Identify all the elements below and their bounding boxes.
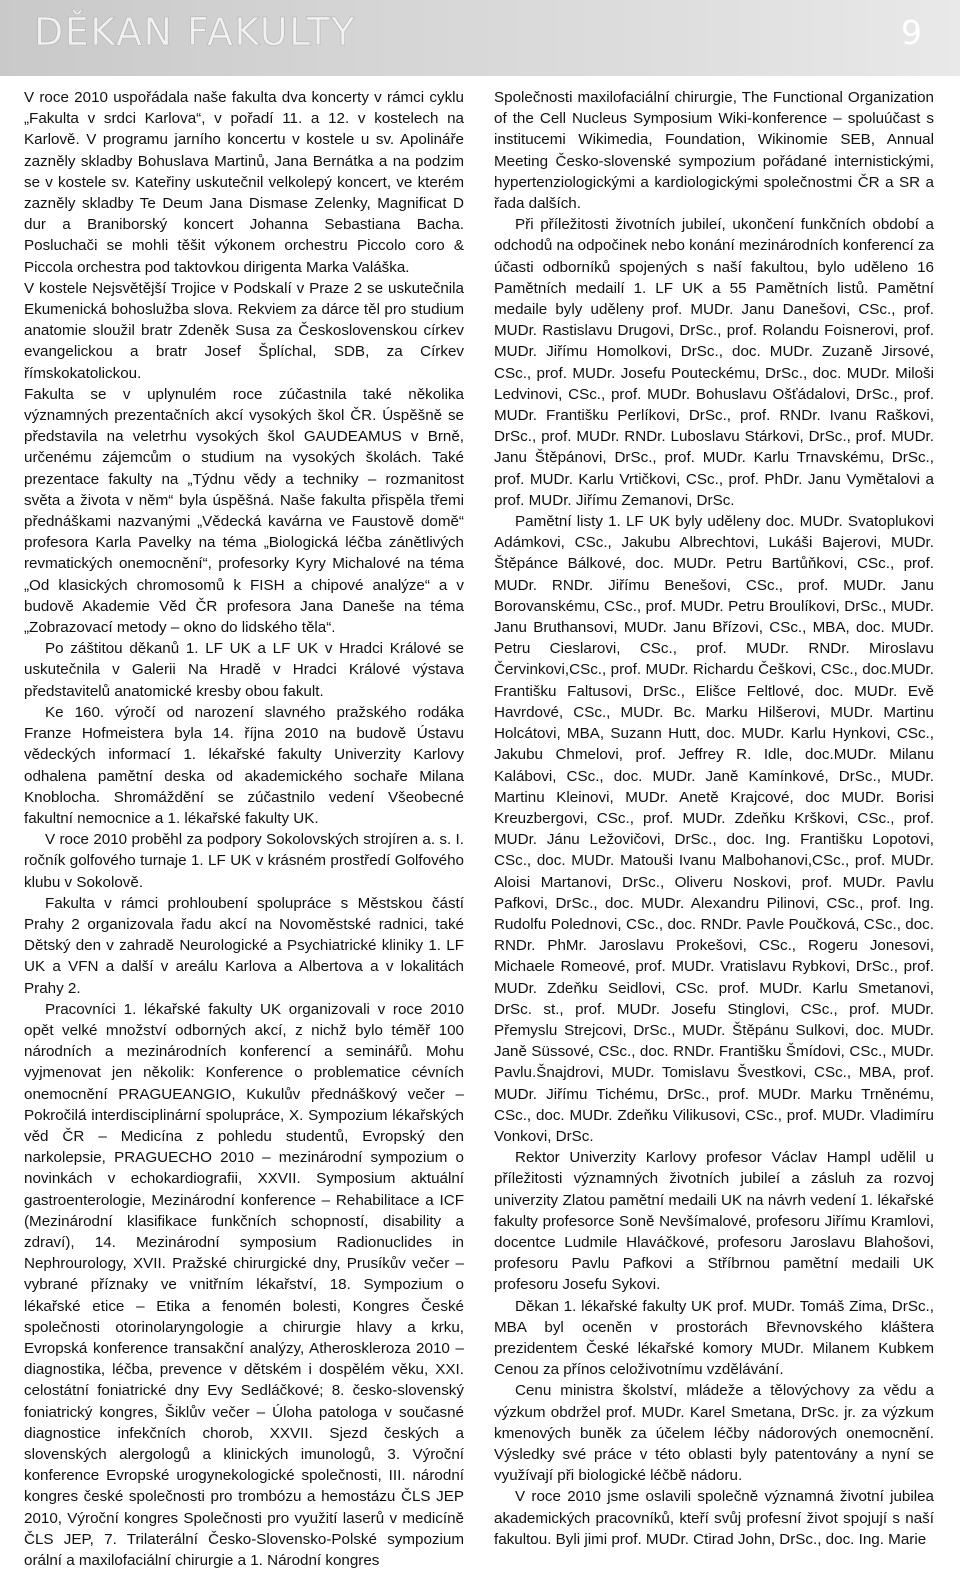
- paragraph: Pracovníci 1. lékařské fakulty UK organizovali v roce 2010 opět velké množství odborných akcí, z nichž bylo téměř 100 národních a mezinárodních konferencí a seminářů. Mohu vyjmenovat jen několik: Konference o problematice cévních onemocnění PRAGUEANGIO, Kukulův přednáškový večer – Pokročilá interdisciplinární spolupráce, X. Sympozium lékařských věd ČR – Medicína z pohledu studentů, Evropský den narkolepsie, PRAGUECHO 2010 – mezinárodní sympozium o novinkách v echokardiografii, XXVII. Symposium aktuální gastroenterologie, Mezinárodní konference – Rehabilitace a ICF (Mezinárodní klasifikace funkčních schopností, disability a zdraví), 14. Mezinárodní symposium Radionuclides in Nephrourology, XVII. Pražské chirurgické dny, Prusíkův večer – vybrané příznaky ve vnitřním lékařství, 18. Sympozium o lékařské etice – Etika a fenomén bolesti, Kongres České společnosti otorinolaryngologie a chirurgie hlavy a krku, Evropská konference transakční analýzy, Atheroskleroza 2010 – diagnostika, léčba, prevence v dětském i dospělém věku, XXI. celostátní foniatrické dny Evy Sedláčkové; 8. česko-slovenský foniatrický kongres, Šiklův večer – Úloha patologa v současné diagnostice infekčních chorob, XXVII. Sjezd českých a slovenských alergologů a klinických imunologů, 3. Výroční konference Evropské urogynekologické společnosti, III. národní kongres české společnosti pro trombózu a hemostázu ČLS JEP 2010, Výroční kongres Společnosti pro využití laserů v medicíně ČLS JEP, 7. Trilaterální Česko-Slovensko-Polské sympozium orální a maxilofaciální chirurgie a 1. Národní kongres: [24, 1000, 464, 1570]
- paragraph: V roce 2010 proběhl za podpory Sokolovských strojíren a. s. I. ročník golfového turnaje 1. LF UK v krásném prostředí Golfového klubu v Sokolově.: [24, 831, 464, 891]
- paragraph: V roce 2010 jsme oslavili společně významná životní jubilea akademických pracovníků, kteří svůj profesní život spojují s naší fakultou. Byli jimi prof. MUDr. Ctirad John, DrSc., doc. Ing. Marie: [494, 1488, 934, 1548]
- header-band: [0, 0, 960, 76]
- paragraph: Pamětní listy 1. LF UK byly uděleny doc. MUDr. Svatoplukovi Adámkovi, CSc., Jakubu Albrechtovi, Lukáši Bajerovi, MUDr. Štěpánce Bálkové, doc. MUDr. Petru Bartůňkovi, CSc., prof. MUDr. RNDr. Jiřímu Benešovi, CSc., prof. MUDr. Janu Borovanskému, CSc., prof. MUDr. Petru Broulíkovi, DrSc., MUDr. Janu Bruthansovi, MUDr. Janu Břízovi, CSc., MBA, doc. MUDr. Petru Cieslarovi, CSc., prof. MUDr. RNDr. Miroslavu Červinkovi,CSc., prof. MUDr. Richardu Češkovi, CSc., doc.MUDr. Františku Faltusovi, DrSc., Elišce Feltlové, doc. MUDr. Evě Havrdové, CSc., MUDr. Bc. Marku Hilšerovi, MUDr. Martinu Holcátovi, MBA, Suzann Hutt, doc. MUDr. Karlu Hynkovi, CSc., Jakubu Chmelovi, prof. Jeffrey R. Idle, doc.MUDr. Milanu Kalábovi, CSc., doc. MUDr. Janě Kamínkové, DrSc., MUDr. Martinu Kleinovi, MUDr. Anetě Krajcové, doc MUDr. Borisi Kreuzbergovi, CSc., prof. MUDr. Zdeňku Krškovi, CSc., prof. MUDr. Jánu Ležovičovi, DrSc., doc. Ing. Františku Lopotovi, CSc., doc. MUDr. Matouši Ivanu Malbohanovi,CSc., prof. MUDr. Aloisi Martanovi, DrSc., Oliveru Noskovi, prof. MUDr. Pavlu Pafkovi, DrSc., doc. MUDr. Alexandru Pilinovi, CSc., prof. Ing. Rudolfu Polednovi, CSc., doc. RNDr. Pavle Poučková, CSc., doc. RNDr. PhMr. Jaroslavu Prokešovi, CSc., Rogeru Jonesovi, Michaele Romeové, prof. MUDr. Vratislavu Rybkovi, DrSc., prof. MUDr. Zdeňku Seidlovi, CSc. prof. MUDr. Karlu Smetanovi, DrSc. st., prof. MUDr. Josefu Stinglovi, CSc., prof. MUDr. Přemyslu Strejcovi, DrSc., MUDr. Štěpánu Sulkovi, doc. MUDr. Janě Süssové, CSc., doc. RNDr. Františku Šmídovi, CSc., MUDr. Pavlu.Šnajdrovi, MUDr. Tomislavu Švestkovi, CSc., MBA, prof. MUDr. Jiřímu Tichému, DrSc., prof. MUDr. Marku Trněnému, CSc., doc. MUDr. Zdeňku Vilikusovi, CSc., prof. MUDr. Vladimíru Vonkovi, DrSc.: [494, 513, 934, 1145]
- paragraph: Společnosti maxilofaciální chirurgie, The Functional Organization of the Cell Nucleus Symposium Wiki-konference – spoluúčast s institucemi Wikimedia, Foundation, Wikinomie SEB, Annual Meeting Česko-slovenské sympozium pořádané internistickými, hypertenziologickými a kardiologickými společnostmi ČR a SR a řada dalších.: [494, 89, 934, 213]
- paragraph: Ke 160. výročí od narození slavného pražského rodáka Franze Hofmeistera byla 14. října 2010 na budově Ústavu vědeckých informací 1. lékařské fakulty Univerzity Karlovy odhalena pamětní deska od akademického sochaře Milana Knoblocha. Shromáždění se zúčastnilo vedení Všeobecné fakultní nemocnice a 1. lékařské fakulty UK.: [24, 703, 464, 827]
- paragraph: Při příležitosti životních jubileí, ukončení funkčních období a odchodů na odpočinek nebo konání mezinárodních konferencí za účasti odborníků spojených s naší fakultou, bylo uděleno 16 Pamětních medailí 1. LF UK a 55 Pamětních listů. Pamětní medaile byly uděleny prof. MUDr. Janu Danešovi, CSc., prof. MUDr. Rastislavu Drugovi, DrSc., prof. Rolandu Foisnerovi, prof. MUDr. Jiřímu Homolkovi, DrSc., doc. MUDr. Zuzaně Jirsové, CSc., prof. MUDr. Josefu Pouteckému, DrSc., doc. MUDr. Miloši Ledvinovi, CSc., prof. MUDr. Bohuslavu Ošťádalovi, DrSc., prof. MUDr. Františku Perlíkovi, DrSc., prof. RNDr. Ivanu Raškovi, DrSc., prof. MUDr. RNDr. Luboslavu Stárkovi, DrSc., prof. MUDr. Janu Štěpánovi, DrSc., prof. MUDr. Karlu Trnavskému, DrSc., prof. MUDr. Karlu Vrtičkovi, CSc., prof. PhDr. Janu Vymětalovi a prof. MUDr. Jiřímu Zemanovi, DrSc.: [494, 216, 934, 509]
- paragraph: Fakulta se v uplynulém roce zúčastnila také několika významných prezentačních akcí vysokých škol ČR. Úspěšně se představila na veletrhu vysokých škol GAUDEAMUS v Brně, určenému zájemcům o studium na vysokých školách. Také prezentace fakulty na „Týdnu vědy a techniky – rozmanitost světa a života v něm“ byla úspěšná. Naše fakulta přispěla třemi přednáškami nazvanými „Vědecká kavárna ve Faustově domě“ profesora Karla Pavelky na téma „Biologická léčba zánětlivých revmatických onemocnění“, profesorky Kyry Michalové na téma „Od klasických chromosomů k FISH a chipové analýze“ a v budově Akademie Věd ČR profesora Jana Daneše na téma „Zobrazovací metody – okno do lidského těla“.: [24, 385, 464, 637]
- page-number: 9: [901, 13, 922, 52]
- left-column: [24, 87, 464, 1571]
- paragraph: Po záštitou děkanů 1. LF UK a LF UK v Hradci Králové se uskutečnila v Galerii Na Hradě v Hradci Králové výstava představitelů anatomické kresby obou fakult.: [24, 640, 464, 700]
- section-title: DĚKAN FAKULTY: [34, 10, 356, 54]
- paragraph: Cenu ministra školství, mládeže a tělovýchovy za vědu a výzkum obdržel prof. MUDr. Karel Smetana, DrSc. jr. za výzkum kmenových buněk za účelem léčby nádorových onemocnění. Výsledky své práce v této oblasti byly patentovány a nyní se využívají při biologické léčbě nádoru.: [494, 1382, 934, 1485]
- paragraph: V roce 2010 uspořádala naše fakulta dva koncerty v rámci cyklu „Fakulta v srdci Karlova“, v pořadí 11. a 12. v kostelech na Karlově. V programu jarního koncertu v kostele u sv. Apolináře zazněly skladby Bohuslava Martinů, Jana Bernátka a na podzim se v kostele sv. Kateřiny uskutečnil velkolepý koncert, ve kterém zazněly skladby Te Deum Jana Dismase Zelenky, Magnificat D dur a Braniborský koncert Johanna Sebastiana Bacha. Posluchači se mohli těšit výkonem orchestru Piccolo coro & Piccola orchestra pod taktovkou dirigenta Marka Valáška.: [24, 89, 464, 276]
- paragraph: Děkan 1. lékařské fakulty UK prof. MUDr. Tomáš Zima, DrSc., MBA byl oceněn v prostorách Břevnovského kláštera prezidentem České lékařské komory MUDr. Milanem Kubkem Cenou za přínos celoživotnímu vzdělávání.: [494, 1297, 934, 1379]
- right-column: [494, 87, 934, 1550]
- paragraph: Rektor Univerzity Karlovy profesor Václav Hampl udělil u příležitosti významných životních jubileí a zásluh za rozvoj univerzity Zlatou pamětní medaili UK na návrh vedení 1. lékařské fakulty profesorce Soně Nevšímalové, profesoru Jiřímu Kramlovi, docentce Ludmile Hlaváčkové, profesoru Jaroslavu Blahošovi, profesoru Pavlu Pafkovi a Stříbrnou pamětní medaili UK profesoru Josefu Sykovi.: [494, 1149, 934, 1294]
- paragraph: V kostele Nejsvětější Trojice v Podskalí v Praze 2 se uskutečnila Ekumenická bohoslužba slova. Rekviem za dárce těl pro studium anatomie sloužil bratr Zdeněk Susa za Československou církev evangelickou a bratr Josef Šplíchal, SDB, za Církev římskokatolickou.: [24, 279, 464, 382]
- paragraph: Fakulta v rámci prohloubení spolupráce s Městskou částí Prahy 2 organizovala řadu akcí na Novoměstské radnici, také Dětský den v zahradě Neurologické a Psychiatrické kliniky 1. LF UK a VFN a další v areálu Karlova a Albertova a v lokalitách Prahy 2.: [24, 894, 464, 997]
